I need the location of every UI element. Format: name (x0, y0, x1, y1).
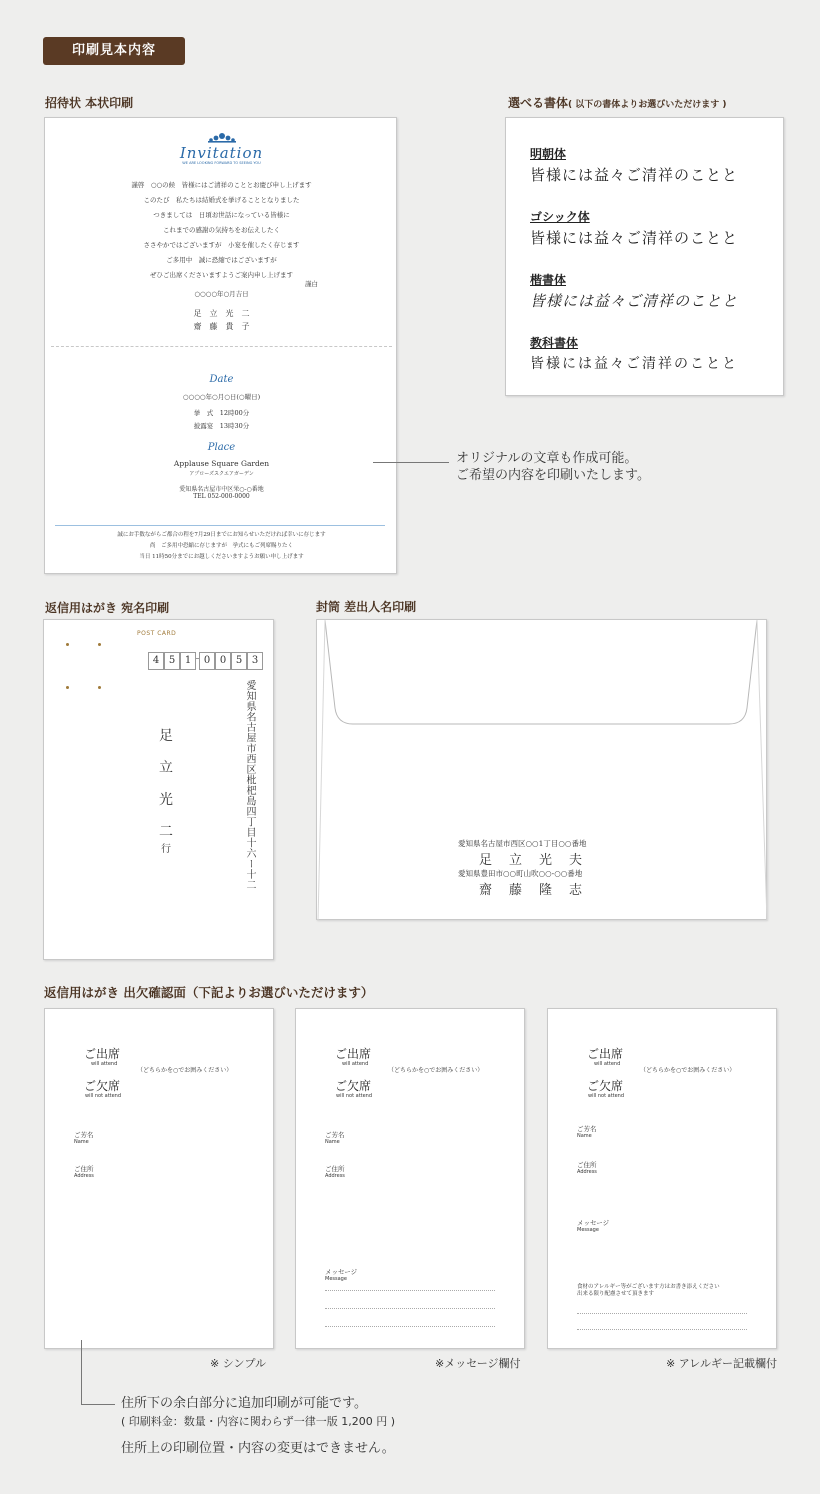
name-char: 立 (159, 760, 173, 776)
invite-body (45, 178, 398, 283)
invitation-card (44, 117, 397, 574)
font-item-kaisho (530, 271, 738, 311)
fonts-subtitle: ( 以下の書体よりお選びいただけます ) (568, 100, 727, 110)
invite-section-title: 招待状 本状印刷 (45, 96, 134, 110)
stamp-dot (98, 686, 101, 689)
address-label: ご住所 Address (74, 1165, 94, 1180)
message-line (325, 1308, 495, 1309)
rsvp-section-title: 返信用はがき 出欠確認面（下記よりお選びいただけます） (44, 985, 374, 1000)
invite-note-line: ご希望の内容を印刷いたします。 (456, 468, 650, 483)
font-sample: 皆様には益々ご清祥のことと (530, 229, 739, 247)
ceremony-time: 挙 式 12時00分 (193, 409, 250, 417)
font-samples-card (505, 117, 784, 396)
rsvp-card-allergy (547, 1008, 777, 1349)
zip-digit: 5 (231, 652, 247, 670)
sender-address-2: 愛知県豊田市○○町山吹○○-○○番地 (458, 869, 583, 878)
rsvp-note-leader (81, 1340, 82, 1405)
envelope-section-title: 封筒 差出人名印刷 (316, 600, 417, 614)
postcard-address-side (43, 619, 274, 960)
invite-closing: 謹白 (305, 280, 318, 288)
absent-en: will not attend (336, 1093, 373, 1099)
recipient-address: 愛知県名古屋市西区枇杷島四丁目十六ー十二 (244, 680, 255, 890)
message-line (325, 1326, 495, 1327)
font-name: 教科書体 (530, 336, 579, 350)
attend-label: ご出席 (84, 1047, 121, 1061)
font-sample: 皆様には益々ご清祥のことと (530, 166, 739, 184)
invite-footer (45, 530, 398, 563)
invite-name: 足 立 光 二 (193, 309, 250, 318)
rsvp-card-simple (44, 1008, 274, 1349)
venue-name: Applause Square Garden (173, 459, 270, 468)
address-label: ご住所 Address (577, 1161, 597, 1176)
invite-body-line: ぜひご出席くださいますようご案内申し上げます (150, 271, 293, 279)
venue-tel: TEL 052-000-0000 (193, 493, 250, 500)
recipient-name (156, 720, 176, 848)
message-line (325, 1290, 495, 1291)
invite-body-line: このたび 私たちは結婚式を挙げることとなりました (143, 196, 300, 204)
name-label: ご芳名 Name (325, 1131, 345, 1146)
zip-digit: 3 (247, 652, 263, 670)
font-name: 明朝体 (530, 147, 567, 161)
font-sample: 皆様には益々ご清祥のことと (530, 356, 738, 372)
invite-footer-line: 尚 ご多用中恐縮に存じますが 挙式にもご列席賜りたく (149, 543, 293, 549)
sender-address-1: 愛知県名古屋市西区○○1丁目○○番地 (458, 839, 587, 848)
post-card-label: POST CARD (137, 630, 177, 637)
address-label: ご住所 Address (325, 1165, 345, 1180)
invite-footer-line: 当日 11時50分までにお越しくださいますようお願い申し上げます (139, 554, 304, 560)
rsvp-note-1: 住所下の余白部分に追加印刷が可能です。 (121, 1396, 367, 1411)
allergy-note: 食材のアレルギー等がございます方はお書き添えください 出来る限り配慮させて頂きます (577, 1284, 720, 1298)
venue-kana: アプローズスクエアガーデン (189, 471, 254, 477)
choose-note: （どちらかを○でお囲みください） (137, 1067, 233, 1074)
venue-address: 愛知県名古屋市中区栄○-○番地 (179, 486, 264, 493)
zip-digit: 0 (215, 652, 231, 670)
zip-code (148, 648, 263, 670)
section-badge: 印刷見本内容 (43, 37, 185, 65)
font-item-kyokasho (530, 334, 738, 373)
invite-body-line: これまでの感謝の気持ちをお伝えしたく (163, 226, 280, 234)
absent-label: ご欠席 (335, 1079, 372, 1093)
attend-en: will attend (594, 1061, 621, 1067)
attend-label: ご出席 (587, 1047, 624, 1061)
invite-name: 齋 藤 貴 子 (193, 322, 250, 331)
absent-label: ご欠席 (84, 1079, 121, 1093)
rsvp-card-message (295, 1008, 525, 1349)
message-label: メッセージ Message (577, 1219, 610, 1234)
reception-time: 披露宴 13時30分 (193, 422, 250, 430)
font-sample: 皆様には益々ご清祥のことと (530, 292, 739, 310)
event-date: ○○○○年○月○日(○曜日) (182, 393, 261, 401)
rsvp-note-leader (81, 1404, 115, 1405)
name-char: 光 (159, 792, 173, 808)
zip-digit: 5 (164, 652, 180, 670)
zip-digit: 0 (199, 652, 215, 670)
allergy-line (577, 1329, 747, 1330)
stamp-dot (66, 686, 69, 689)
zip-digit: 4 (148, 652, 164, 670)
invite-note (456, 450, 650, 484)
invite-body-line: ご多用中 誠に恐縮ではございますが (166, 256, 277, 264)
zip-digit: 1 (180, 652, 196, 670)
postcard-section-title: 返信用はがき 宛名印刷 (45, 601, 170, 615)
invite-heading-sub: WE ARE LOOKING FORWARD TO SEEING YOU (182, 161, 261, 165)
invite-note-leader (373, 462, 449, 463)
footer-rule (55, 525, 385, 526)
absent-en: will not attend (588, 1093, 625, 1099)
name-char: 足 (159, 728, 173, 744)
font-item-gothic (530, 208, 738, 248)
fonts-title: 選べる書体 (508, 96, 569, 110)
invite-names (45, 307, 398, 333)
rsvp-note-2: ( 印刷料金：数量・内容に関わらず一律一版 1,200 円 ) (121, 1415, 396, 1428)
attend-label: ご出席 (335, 1047, 372, 1061)
invite-body-line: ささやかではございますが 小宴を催したく存じます (143, 241, 300, 249)
sender-name-2: 齋 藤 隆 志 (479, 883, 585, 898)
sender-name-1: 足 立 光 夫 (479, 853, 585, 868)
invite-footer-line: 誠にお手数ながらご都合の程を7月29日までにお知らせいただければ幸いに存じます (117, 532, 326, 538)
attend-en: will attend (91, 1061, 118, 1067)
absent-en: will not attend (85, 1093, 122, 1099)
fold-line (51, 346, 392, 347)
caption-allergy: ※ アレルギー記載欄付 (666, 1357, 777, 1370)
place-heading: Place (207, 442, 236, 453)
invite-note-line: オリジナルの文章も作成可能。 (456, 451, 638, 466)
name-label: ご芳名 Name (74, 1131, 94, 1146)
choose-note: （どちらかを○でお囲みください） (388, 1067, 484, 1074)
invite-body-line: 謹啓 ○○の候 皆様にはご清祥のこととお慶び申し上げます (131, 181, 312, 189)
name-char: 二 (159, 824, 173, 840)
invite-heading: Invitation (179, 144, 264, 162)
name-label: ご芳名 Name (577, 1125, 597, 1140)
invite-body-line: つきましては 日頃お世話になっている皆様に (153, 211, 290, 219)
font-item-mincho (530, 145, 738, 185)
stamp-dot (98, 643, 101, 646)
recipient-suffix: 行 (161, 844, 171, 855)
allergy-line (577, 1313, 747, 1314)
envelope-back (316, 619, 767, 920)
rsvp-note-3: 住所上の印刷位置・内容の変更はできません。 (121, 1441, 395, 1456)
message-label: メッセージ Message (325, 1268, 358, 1283)
stamp-dot (66, 643, 69, 646)
invite-date-line: ○○○○年○月吉日 (194, 290, 249, 298)
absent-label: ご欠席 (587, 1079, 624, 1093)
date-heading: Date (209, 374, 234, 385)
caption-message: ※メッセージ欄付 (435, 1357, 521, 1370)
choose-note: （どちらかを○でお囲みください） (640, 1067, 736, 1074)
attend-en: will attend (342, 1061, 369, 1067)
fonts-section-title (508, 94, 727, 111)
caption-simple: ※ シンプル (210, 1357, 266, 1370)
ornament-icon (205, 130, 239, 144)
font-name: ゴシック体 (530, 210, 590, 224)
font-name: 楷書体 (530, 273, 567, 287)
